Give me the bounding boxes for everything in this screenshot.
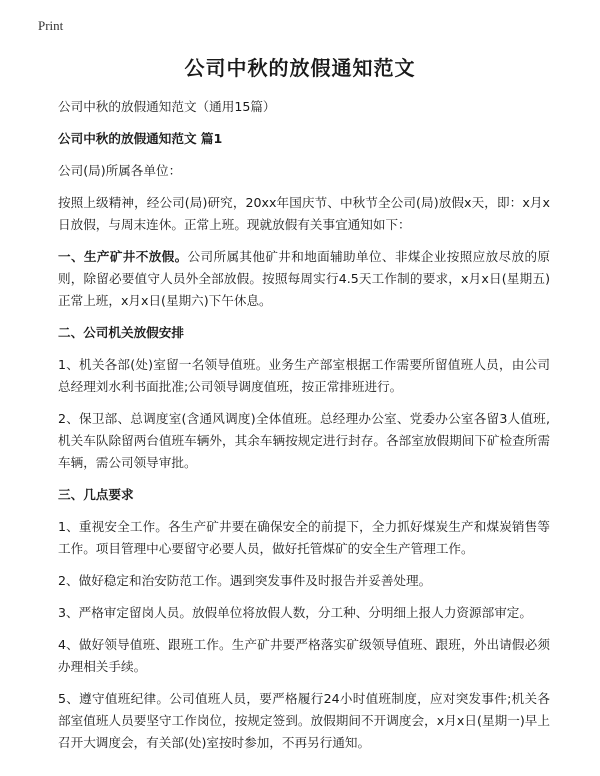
section-1-text: 公司所属其他矿井和地面辅助单位、非煤企业按照应放尽放的原则，除留必要值守人员外全部放假。按照每周实行4.5天工作制的要求，x月x日(星期五)正常上班，x月x日(星期六)下午休息。 <box>58 249 551 308</box>
section-3-item: 3、严格审定留岗人员。放假单位将放假人数，分工种、分明细上报人力资源部审定。 <box>58 605 532 620</box>
section-1-paragraph <box>58 246 550 312</box>
document-body <box>58 96 550 764</box>
print-label[interactable]: Print <box>38 18 64 33</box>
section-2-item: 1、机关各部(处)室留一名领导值班。业务生产部室根据工作需要所留值班人员，由公司总经理刘水利书面批准;公司领导调度值班，按正常排班进行。 <box>58 357 550 394</box>
intro-paragraph: 按照上级精神，经公司(局)研究，20xx年国庆节、中秋节全公司(局)放假x天，即：x月x日放假，与周末连休。正常上班。现就放假有关事宜通知如下： <box>58 195 550 232</box>
section-3-item: 4、做好领导值班、跟班工作。生产矿井要严格落实矿级领导值班、跟班，外出请假必须办理相关手续。 <box>58 637 550 674</box>
article-heading: 公司中秋的放假通知范文 篇1 <box>58 131 223 146</box>
section-2-item: 2、保卫部、总调度室(含通风调度)全体值班。总经理办公室、党委办公室各留3人值班,机关车队除留两台值班车辆外，其余车辆按规定进行封存。各部室放假期间下矿检查所需车辆，需公司领导审批。 <box>58 411 550 470</box>
section-3-item: 1、重视安全工作。各生产矿井要在确保安全的前提下，全力抓好煤炭生产和煤炭销售等工作。项目管理中心要留守必要人员，做好托管煤矿的安全生产管理工作。 <box>58 519 550 556</box>
section-3-heading: 三、几点要求 <box>58 487 134 502</box>
section-3-item: 2、做好稳定和治安防范工作。遇到突发事件及时报告并妥善处理。 <box>58 573 432 588</box>
page-title: 公司中秋的放假通知范文 <box>184 56 416 80</box>
section-3-item: 5、遵守值班纪律。公司值班人员，要严格履行24小时值班制度，应对突发事件;机关各部室值班人员要坚守工作岗位，按规定签到。放假期间不开调度会，x月x日(星期一)早上召开大调度会，有关部(处)室按时参加，不再另行通知。 <box>58 691 550 750</box>
salutation: 公司(局)所属各单位： <box>58 163 182 178</box>
document-subtitle: 公司中秋的放假通知范文（通用15篇） <box>58 99 276 114</box>
section-2-heading: 二、公司机关放假安排 <box>58 325 184 340</box>
section-1-lead: 一、生产矿井不放假。 <box>58 249 188 264</box>
